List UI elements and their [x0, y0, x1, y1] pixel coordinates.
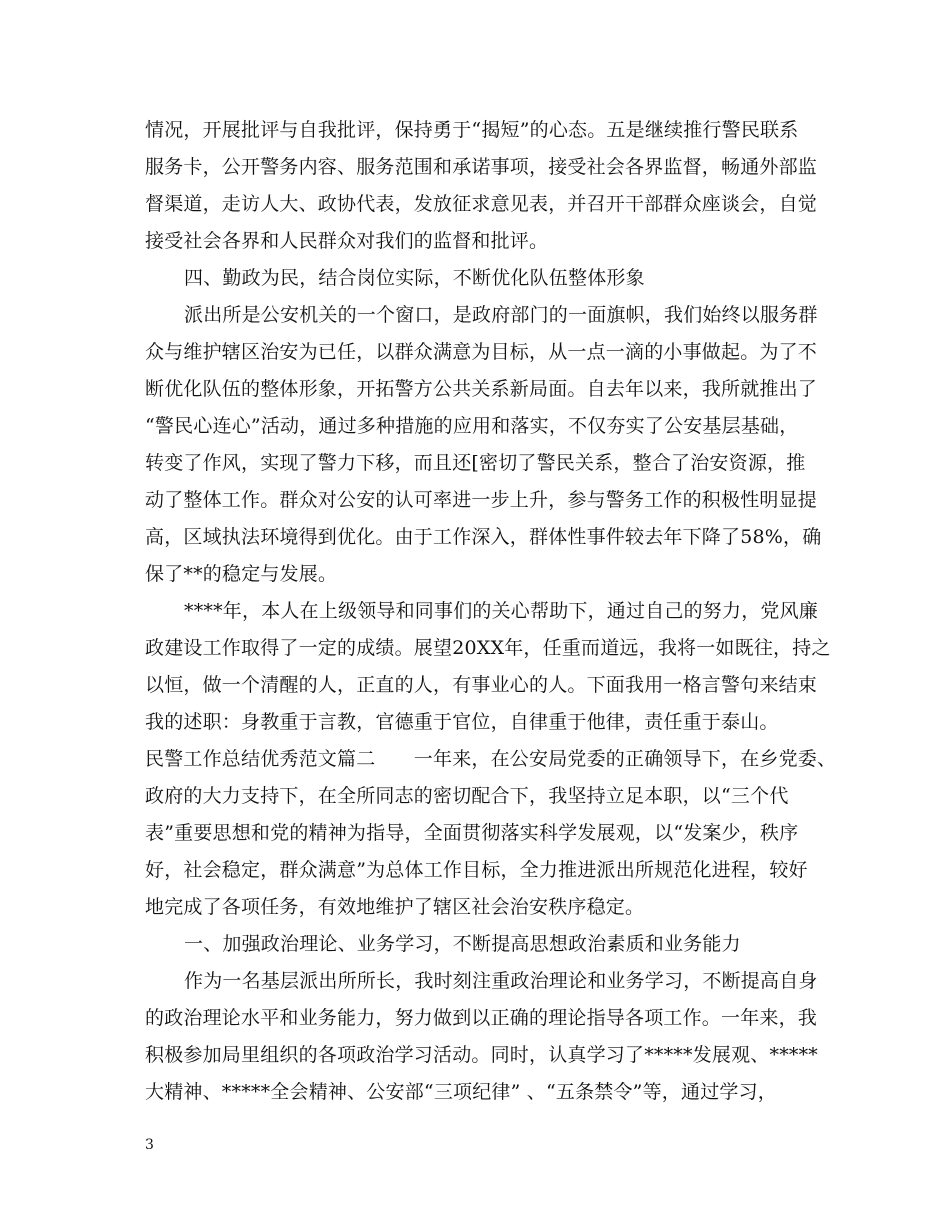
- text-line: 督渠道，走访人大、政协代表，发放征求意见表，并召开干部群众座谈会，自觉: [145, 193, 818, 215]
- text-line: 以恒，做一个清醒的人，正直的人，有事业心的人。下面我用一格言警句来结束: [145, 674, 818, 696]
- text-line: 表”重要思想和党的精神为指导，全面贯彻落实科学发展观，以“发案少，秩序: [145, 822, 799, 844]
- text-line: 地完成了各项任务，有效地维护了辖区社会治安秩序稳定。: [145, 896, 645, 918]
- text-line: 作为一名基层派出所所长，我时刻注重政治理论和业务学习，不断提高自身: [184, 970, 818, 992]
- text-line: ****年，本人在上级领导和同事们的关心帮助下，通过自己的努力，党风廉: [184, 600, 819, 622]
- text-line: 转变了作风，实现了警力下移，而且还[密切了警民关系，整合了治安资源，推: [145, 452, 806, 474]
- text-line: 断优化队伍的整体形象，开拓警方公共关系新局面。自去年以来，我所就推出了: [145, 378, 818, 400]
- text-line: 服务卡，公开警务内容、服务范围和承诺事项，接受社会各界监督，畅通外部监: [145, 156, 818, 178]
- text-line: 高，区域执法环境得到优化。由于工作深入，群体性事件较去年下降了58%，确: [145, 526, 822, 548]
- text-line: 情况，开展批评与自我批评，保持勇于“揭短”的心态。五是继续推行警民联系: [145, 119, 799, 141]
- text-line: 保了**的稳定与发展。: [145, 563, 338, 585]
- text-line: “警民心连心”活动，通过多种措施的应用和落实，不仅夯实了公安基层基础，: [145, 415, 799, 437]
- text-line: 接受社会各界和人民群众对我们的监督和批评。: [145, 230, 549, 252]
- section-heading: 一、加强政治理论、业务学习，不断提高思想政治素质和业务能力: [184, 933, 741, 955]
- text-line: 政建设工作取得了一定的成绩。展望20XX年，任重而道远，我将一如既往，持之: [145, 637, 831, 659]
- text-line: 派出所是公安机关的一个窗口，是政府部门的一面旗帜，我们始终以服务群: [184, 304, 818, 326]
- text-line: 的政治理论水平和业务能力，努力做到以正确的理论指导各项工作。一年来，我: [145, 1007, 818, 1029]
- text-line: 政府的大力支持下，在全所同志的密切配合下，我坚持立足本职，以“三个代: [145, 785, 789, 807]
- text-line: 积极参加局里组织的各项政治学习活动。同时，认真学习了*****发展观、*****: [145, 1044, 819, 1066]
- text-line: 我的述职：身教重于言教，官德重于官位，自律重于他律，责任重于泰山。: [145, 711, 779, 733]
- section-heading: 四、勤政为民，结合岗位实际，不断优化队伍整体形象: [184, 267, 645, 289]
- section-title-line: 民警工作总结优秀范文篇二 一年来，在公安局党委的正确领导下，在乡党委、: [145, 748, 837, 770]
- text-line: 好，社会稳定，群众满意”为总体工作目标，全力推进派出所规范化进程，较好: [145, 859, 808, 881]
- text-line: 动了整体工作。群众对公安的认可率进一步上升，参与警务工作的积极性明显提: [145, 489, 818, 511]
- page-number: 3: [145, 1137, 154, 1153]
- text-line: 众与维护辖区治安为已任，以群众满意为目标，从一点一滴的小事做起。为了不: [145, 341, 818, 363]
- text-line: 大精神、*****全会精神、公安部“三项纪律” 、“五条禁令”等，通过学习，: [145, 1081, 777, 1103]
